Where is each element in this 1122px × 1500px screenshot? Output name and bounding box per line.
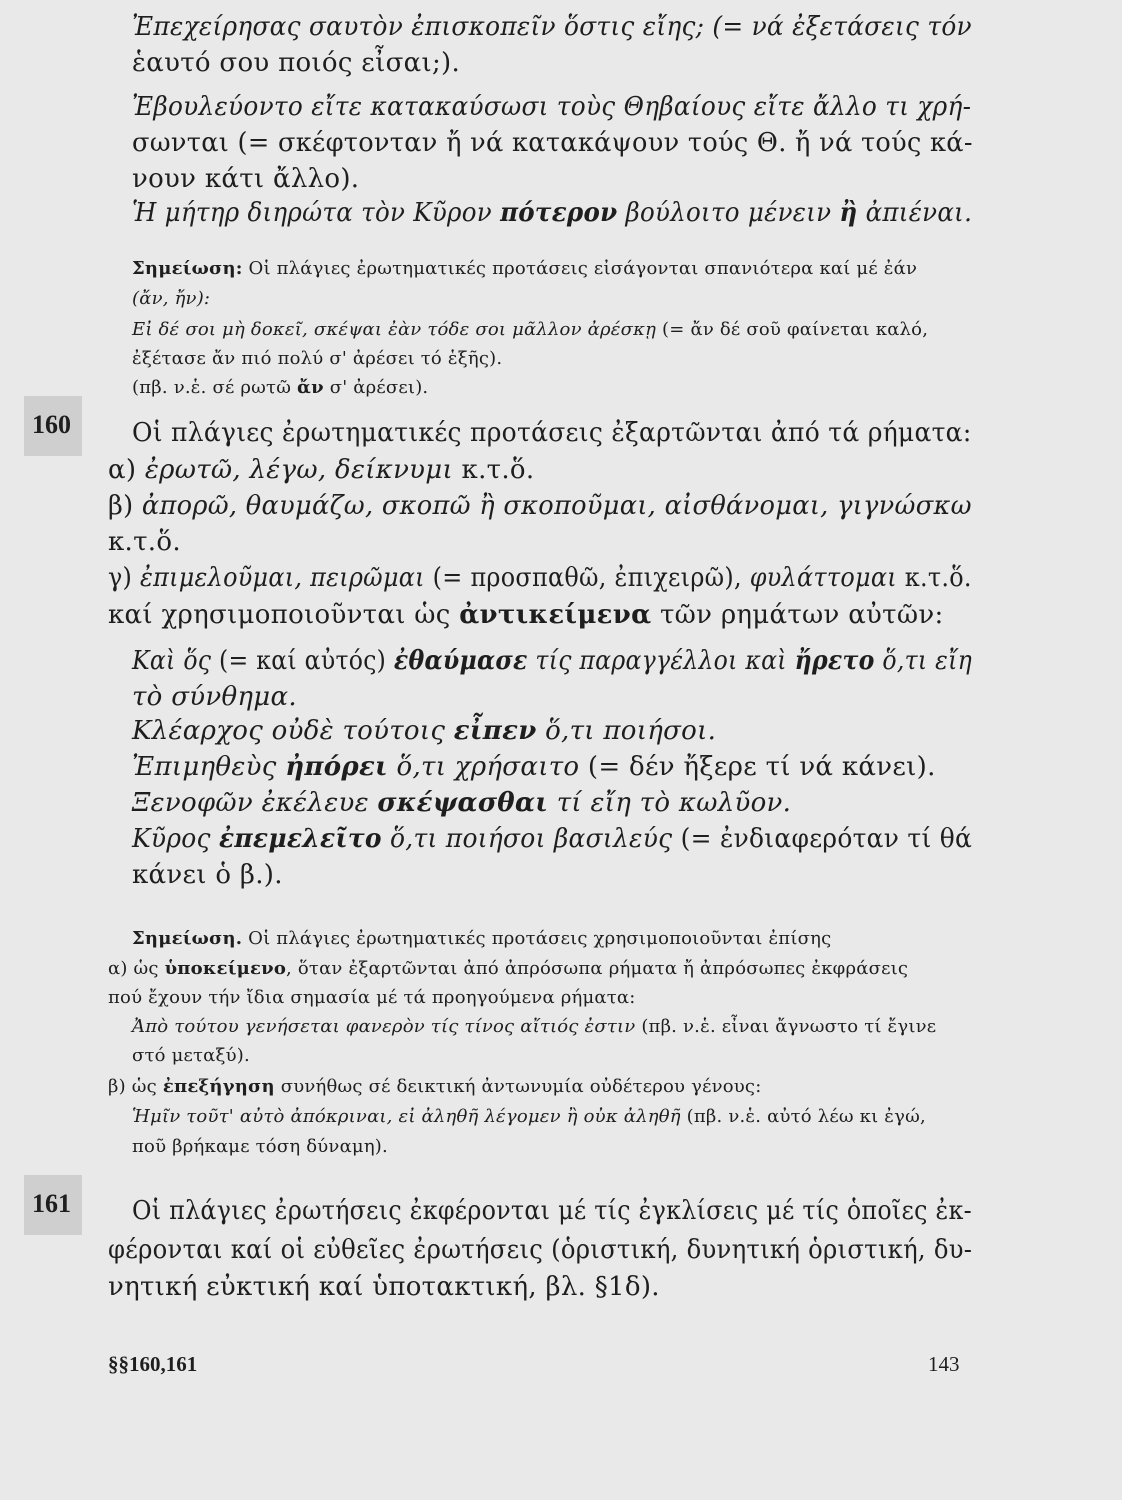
note-1-line-3: Εἰ δέ σοι μὴ δοκεῖ, σκέψαι ἐὰν τόδε σοι μᾶλλον ἀρέσκῃ (= ἄν δέ σοῦ φαίνεται καλό,	[132, 319, 929, 340]
section-161-line-2: φέρονται καί οἱ εὐθεῖες ἐρωτήσεις (ὁριστική, δυνητική ὁριστική, δυ-	[108, 1235, 973, 1265]
section-160-item-b: β) ἀπορῶ, θαυμάζω, σκοπῶ ἢ σκοποῦμαι, αἰσθάνομαι, γιγνώσκω	[108, 491, 972, 521]
section-160-objects: καί χρησιμοποιοῦνται ὡς ἀντικείμενα τῶν ρημάτων αὐτῶν:	[108, 600, 944, 630]
section-161-line-1: Οἱ πλάγιες ἐρωτήσεις ἐκφέρονται μέ τίς ἐγκλίσεις μέ τίς ὁποῖες ἐκ-	[132, 1196, 972, 1226]
note-2-label: Σημείωση.	[132, 928, 243, 949]
example-3: Ἡ μήτηρ διηρώτα τὸν Κῦρον πότερον βούλοιτο μένειν ἢ ἀπιέναι.	[132, 198, 973, 228]
section-160-example-1-line-2: τὸ σύνθημα.	[132, 682, 297, 712]
example-1-line-2: ἑαυτό σου ποιός εἶσαι;).	[132, 48, 461, 78]
footer-sections: §§160,161	[108, 1352, 198, 1376]
note-1-line-5: (πβ. ν.ἑ. σέ ρωτῶ ἄν σ' ἀρέσει).	[132, 377, 429, 398]
section-160-item-c: γ) ἐπιμελοῦμαι, πειρῶμαι (= προσπαθῶ, ἐπιχειρῶ), φυλάττομαι κ.τ.ὅ.	[108, 563, 972, 593]
example-2-line-2: σωνται (= σκέφτονταν ἤ νά κατακάψουν τούς Θ. ἤ νά τούς κά-	[132, 128, 973, 158]
section-160-example-1: Καὶ ὅς (= καί αὐτός) ἐθαύμασε τίς παραγγέλλοι καὶ ἤρετο ὅ,τι εἴη	[132, 646, 972, 676]
section-160-example-5: Κῦρος ἐπεμελεῖτο ὅ,τι ποιήσοι βασιλεύς (= ἐνδιαφερόταν τί θά	[132, 824, 973, 854]
example-1-line-1: Ἐπεχείρησας σαυτὸν ἐπισκοπεῖν ὅστις εἴης; (= νά ἐξετάσεις τόν	[132, 12, 972, 42]
note-1-line-2: (ἄν, ἤν):	[132, 288, 211, 309]
example-2-line-3: νουν κάτι ἄλλο).	[132, 164, 360, 194]
section-161-number: 161	[32, 1189, 71, 1218]
note-1-line-4: ἐξέτασε ἄν πιό πολύ σ' ἀρέσει τό ἑξῆς).	[132, 348, 503, 369]
section-160-item-a: α) ἐρωτῶ, λέγω, δείκνυμι κ.τ.ὅ.	[108, 455, 535, 485]
note-2-item-a-example-line-2: στό μεταξύ).	[132, 1045, 250, 1066]
section-160-example-4: Ξενοφῶν ἐκέλευε σκέψασθαι τί εἴη τὸ κωλῦον.	[132, 788, 792, 818]
section-160-item-b-tail: κ.τ.ὅ.	[108, 527, 181, 557]
note-2-item-a: α) ὡς ὑποκείμενο, ὅταν ἐξαρτῶνται ἀπό ἀπρόσωπα ρήματα ἤ ἀπρόσωπες ἐκφράσεις	[108, 958, 909, 979]
note-1-line-1: Σημείωση: Οἱ πλάγιες ἐρωτηματικές προτάσεις εἰσάγονται σπανιότερα καί μέ ἐάν	[132, 258, 918, 279]
section-160-example-2: Κλέαρχος οὐδὲ τούτοις εἶπεν ὅ,τι ποιήσοι.	[132, 716, 717, 746]
note-2-line-1: Σημείωση. Οἱ πλάγιες ἐρωτηματικές προτάσεις χρησιμοποιοῦνται ἐπίσης	[132, 928, 832, 949]
note-2-item-a-example: Ἀπὸ τούτου γενήσεται φανερὸν τίς τίνος αἴτιός ἐστιν (πβ. ν.ἑ. εἶναι ἄγνωστο τί ἔγινε	[132, 1016, 937, 1037]
note-1-label: Σημείωση:	[132, 258, 243, 279]
note-2-item-b: β) ὡς ἐπεξήγηση συνήθως σέ δεικτική ἀντωνυμία οὐδέτερου γένους:	[108, 1076, 762, 1097]
example-2-line-1: Ἐβουλεύοντο εἴτε κατακαύσωσι τοὺς Θηβαίους εἴτε ἄλλο τι χρή-	[132, 92, 972, 122]
section-160-example-3: Ἐπιμηθεὺς ἠπόρει ὅ,τι χρήσαιτο (= δέν ἤξερε τί νά κάνει).	[132, 752, 936, 782]
note-2-item-a-line-2: πού ἔχουν τήν ἴδια σημασία μέ τά προηγούμενα ρήματα:	[108, 987, 636, 1008]
section-160-intro: Οἱ πλάγιες ἐρωτηματικές προτάσεις ἐξαρτῶνται ἀπό τά ρήματα:	[132, 418, 972, 448]
page-number: 143	[928, 1352, 960, 1376]
section-160-example-5-line-2: κάνει ὁ β.).	[132, 860, 283, 890]
section-160-number: 160	[32, 410, 71, 439]
section-161-line-3: νητική εὐκτική καί ὑποτακτική, βλ. §1δ).	[108, 1272, 660, 1302]
note-2-item-b-example: Ἡμῖν τοῦτ' αὐτὸ ἀπόκριναι, εἰ ἀληθῆ λέγομεν ἢ οὐκ ἀληθῆ (πβ. ν.ἑ. αὐτό λέω κι ἐγώ,	[132, 1106, 926, 1127]
note-2-item-b-example-line-2: ποῦ βρήκαμε τόση δύναμη).	[132, 1136, 388, 1157]
